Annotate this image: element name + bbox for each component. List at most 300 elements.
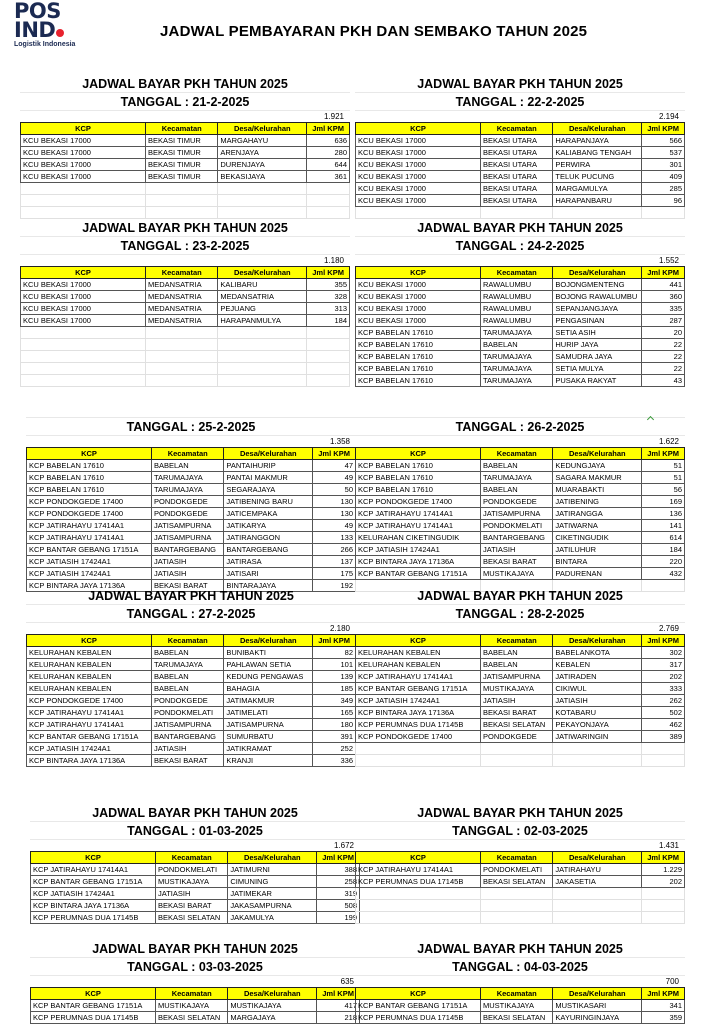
- table-cell: PAHLAWAN SETIA: [224, 659, 313, 671]
- logo-text-ind: IND: [14, 18, 56, 42]
- table-row: [356, 864, 685, 876]
- total-kpm: 1.431: [658, 841, 679, 850]
- table-cell: KCP JATIASIH 17424A1: [27, 568, 152, 580]
- table-cell: 51: [642, 472, 685, 484]
- table-row: [27, 460, 356, 472]
- table-cell: CIKIWUL: [553, 683, 642, 695]
- table-cell: 319: [317, 888, 360, 900]
- table-cell: 359: [642, 1012, 685, 1024]
- table-cell: JATISAMPURNA: [481, 508, 553, 520]
- table-cell: KCU BEKASI 17000: [21, 291, 146, 303]
- column-header: Desa/Kelurahan: [553, 448, 642, 460]
- table-cell: KCP BANTAR GEBANG 17151A: [356, 683, 481, 695]
- table-cell: 266: [313, 544, 356, 556]
- table-cell: BEKASI SELATAN: [481, 1012, 553, 1024]
- table-cell: 361: [307, 171, 350, 183]
- table-cell: JATIMURNI: [228, 864, 317, 876]
- table-cell: 96: [642, 195, 685, 207]
- table-cell: SEPANJANGJAYA: [553, 303, 642, 315]
- column-header: Kecamatan: [481, 852, 553, 864]
- table-cell: 185: [313, 683, 356, 695]
- table-cell: JATIMEKAR: [228, 888, 317, 900]
- column-header: Kecamatan: [146, 267, 218, 279]
- table-cell: PANTAI MAKMUR: [224, 472, 313, 484]
- schedule-heading-blank: [355, 402, 685, 418]
- table-cell: 537: [642, 147, 685, 159]
- column-header: Kecamatan: [156, 988, 228, 1000]
- table-row: [356, 508, 685, 520]
- table-cell: MARGAMULYA: [553, 183, 642, 195]
- table-cell: KCP PONDOKGEDE 17400: [356, 496, 481, 508]
- table-cell: JATISARI: [224, 568, 313, 580]
- column-header: Kecamatan: [481, 988, 553, 1000]
- schedule-table: [30, 987, 360, 1024]
- empty-row: [356, 755, 685, 767]
- table-cell: KCU BEKASI 17000: [21, 279, 146, 291]
- table-cell: KCP BANTAR GEBANG 17151A: [27, 544, 152, 556]
- table-cell: BEKASI SELATAN: [481, 876, 553, 888]
- table-cell: BEKASI SELATAN: [156, 912, 228, 924]
- table-cell: KCP BABELAN 17610: [356, 472, 481, 484]
- table-cell: 202: [642, 876, 685, 888]
- table-cell: 417: [317, 1000, 360, 1012]
- table-row: [27, 568, 356, 580]
- column-header: KCP: [356, 852, 481, 864]
- table-cell: KELURAHAN KEBALEN: [27, 659, 152, 671]
- table-cell: 349: [313, 695, 356, 707]
- schedule-block: [355, 804, 685, 924]
- table-cell: JATISAMPURNA: [152, 520, 224, 532]
- table-row: [356, 159, 685, 171]
- empty-row: [21, 327, 350, 339]
- table-cell: 184: [642, 544, 685, 556]
- total-kpm: 2.180: [329, 624, 350, 633]
- schedule-heading: JADWAL BAYAR PKH TAHUN 2025: [355, 940, 685, 958]
- table-cell: JATISAMPURNA: [152, 532, 224, 544]
- total-kpm: 1.552: [658, 256, 679, 265]
- schedule-table: [355, 987, 685, 1024]
- column-header: KCP: [21, 267, 146, 279]
- empty-row: [21, 195, 350, 207]
- table-cell: JAKAMULYA: [228, 912, 317, 924]
- empty-row: [356, 888, 685, 900]
- table-cell: KCP PONDOKGEDE 17400: [27, 508, 152, 520]
- table-cell: KELURAHAN KEBALEN: [27, 671, 152, 683]
- schedule-table: [355, 122, 685, 219]
- table-cell: 51: [642, 460, 685, 472]
- table-row: [356, 363, 685, 375]
- table-cell: 22: [642, 339, 685, 351]
- table-row: [27, 671, 356, 683]
- table-cell: 360: [642, 291, 685, 303]
- table-cell: BOJONG RAWALUMBU: [553, 291, 642, 303]
- table-row: [356, 135, 685, 147]
- column-header: Jml KPM: [317, 852, 360, 864]
- column-header: KCP: [21, 123, 146, 135]
- table-cell: BABELAN: [152, 683, 224, 695]
- table-row: [356, 731, 685, 743]
- table-cell: 317: [642, 659, 685, 671]
- schedule-date: TANGGAL : 23-2-2025: [20, 237, 350, 255]
- table-cell: KCU BEKASI 17000: [21, 171, 146, 183]
- table-cell: 22: [642, 363, 685, 375]
- table-cell: JATIBENING BARU: [224, 496, 313, 508]
- table-row: [356, 327, 685, 339]
- table-cell: KCU BEKASI 17000: [356, 135, 481, 147]
- table-row: [21, 291, 350, 303]
- table-row: [27, 532, 356, 544]
- table-row: [356, 876, 685, 888]
- table-cell: KCU BEKASI 17000: [356, 195, 481, 207]
- table-cell: KCP PONDOKGEDE 17400: [27, 695, 152, 707]
- table-cell: KEDUNGJAYA: [553, 460, 642, 472]
- column-header: Jml KPM: [307, 267, 350, 279]
- table-cell: KCP PERUMNAS DUA 17145B: [31, 1012, 156, 1024]
- column-header: Jml KPM: [307, 123, 350, 135]
- table-cell: 280: [307, 147, 350, 159]
- table-cell: JATICEMPAKA: [224, 508, 313, 520]
- schedule-table: [26, 447, 356, 592]
- table-cell: 389: [642, 731, 685, 743]
- column-header: Desa/Kelurahan: [228, 988, 317, 1000]
- table-cell: KCP JATIRAHAYU 17414A1: [27, 520, 152, 532]
- logo-text-pos: POS: [14, 0, 61, 23]
- table-cell: BABELAN: [152, 647, 224, 659]
- table-cell: JATIKRAMAT: [224, 743, 313, 755]
- table-cell: 133: [313, 532, 356, 544]
- empty-row: [356, 912, 685, 924]
- table-cell: MEDANSATRIA: [146, 291, 218, 303]
- schedule-date: TANGGAL : 27-2-2025: [26, 605, 356, 623]
- table-row: [356, 1012, 685, 1024]
- table-cell: 462: [642, 719, 685, 731]
- table-cell: BEKASI SELATAN: [156, 1012, 228, 1024]
- table-cell: 192: [313, 580, 356, 592]
- table-cell: PONDOKGEDE: [481, 496, 553, 508]
- table-cell: SAGARA MAKMUR: [553, 472, 642, 484]
- column-header: Desa/Kelurahan: [553, 635, 642, 647]
- schedule-block: [30, 804, 360, 924]
- table-cell: KCU BEKASI 17000: [356, 315, 481, 327]
- table-cell: 184: [307, 315, 350, 327]
- table-cell: SETIA MULYA: [553, 363, 642, 375]
- table-cell: KRANJI: [224, 755, 313, 767]
- table-row: [27, 508, 356, 520]
- table-row: [31, 900, 360, 912]
- column-header: Desa/Kelurahan: [224, 635, 313, 647]
- column-header: Desa/Kelurahan: [218, 123, 307, 135]
- logo-tagline: Logistik Indonesia: [14, 41, 76, 48]
- table-cell: JATIWARINGIN: [553, 731, 642, 743]
- table-cell: 388: [317, 864, 360, 876]
- column-header: Kecamatan: [481, 448, 553, 460]
- table-cell: HARAPANMULYA: [218, 315, 307, 327]
- table-cell: KCU BEKASI 17000: [356, 291, 481, 303]
- table-cell: KCP BABELAN 17610: [356, 375, 481, 387]
- table-cell: RAWALUMBU: [481, 291, 553, 303]
- table-cell: KCU BEKASI 17000: [21, 315, 146, 327]
- table-cell: 252: [313, 743, 356, 755]
- table-cell: 409: [642, 171, 685, 183]
- table-cell: JATIBENING: [553, 496, 642, 508]
- table-cell: BEKASI BARAT: [156, 900, 228, 912]
- table-cell: 130: [313, 508, 356, 520]
- table-row: [356, 339, 685, 351]
- table-cell: KEBALEN: [553, 659, 642, 671]
- table-cell: JATIMELATI: [224, 707, 313, 719]
- table-cell: BABELAN: [481, 460, 553, 472]
- column-header: KCP: [27, 635, 152, 647]
- table-row: [356, 659, 685, 671]
- table-cell: BOJONGMENTENG: [553, 279, 642, 291]
- table-cell: 139: [313, 671, 356, 683]
- table-row: [356, 496, 685, 508]
- column-header: KCP: [31, 852, 156, 864]
- table-cell: KOTABARU: [553, 707, 642, 719]
- table-row: [356, 472, 685, 484]
- total-kpm: 700: [665, 977, 679, 986]
- column-header: KCP: [27, 448, 152, 460]
- table-cell: TARUMAJAYA: [152, 484, 224, 496]
- table-cell: KCP BABELAN 17610: [356, 460, 481, 472]
- table-cell: BEKASI UTARA: [481, 147, 553, 159]
- table-cell: KCP BINTARA JAYA 17136A: [27, 755, 152, 767]
- schedule-heading: JADWAL BAYAR PKH TAHUN 2025: [20, 75, 350, 93]
- schedule-date: TANGGAL : 03-03-2025: [30, 958, 360, 976]
- total-kpm: 635: [340, 977, 354, 986]
- table-cell: JATIWARNA: [553, 520, 642, 532]
- table-cell: 432: [642, 568, 685, 580]
- table-cell: BABELANKOTA: [553, 647, 642, 659]
- schedule-block: [26, 587, 356, 767]
- table-cell: KCU BEKASI 17000: [21, 303, 146, 315]
- table-cell: BEKASI UTARA: [481, 135, 553, 147]
- table-row: [21, 147, 350, 159]
- table-cell: SETIA ASIH: [553, 327, 642, 339]
- table-cell: 441: [642, 279, 685, 291]
- table-cell: PENGASINAN: [553, 315, 642, 327]
- table-cell: BANTARGEBANG: [481, 532, 553, 544]
- table-cell: MUSTIKAJAYA: [481, 568, 553, 580]
- table-cell: KELURAHAN CIKETINGUDIK: [356, 532, 481, 544]
- table-cell: KCP BANTAR GEBANG 17151A: [27, 731, 152, 743]
- table-cell: KALIBARU: [218, 279, 307, 291]
- table-cell: 130: [313, 496, 356, 508]
- table-cell: 341: [642, 1000, 685, 1012]
- table-row: [356, 303, 685, 315]
- table-cell: BEKASI UTARA: [481, 159, 553, 171]
- table-cell: JATIKARYA: [224, 520, 313, 532]
- table-cell: BAHAGIA: [224, 683, 313, 695]
- table-cell: BANTARGEBANG: [152, 731, 224, 743]
- table-row: [356, 520, 685, 532]
- table-row: [27, 484, 356, 496]
- table-cell: PUSAKA RAKYAT: [553, 375, 642, 387]
- table-cell: KCP JATIRAHAYU 17414A1: [27, 719, 152, 731]
- table-cell: 287: [642, 315, 685, 327]
- table-cell: KCP PERUMNAS DUA 17145B: [356, 719, 481, 731]
- table-cell: KCP JATIASIH 17424A1: [27, 556, 152, 568]
- total-kpm: 2.194: [658, 112, 679, 121]
- table-cell: 614: [642, 532, 685, 544]
- table-cell: 313: [307, 303, 350, 315]
- total-kpm: 1.672: [333, 841, 354, 850]
- table-cell: KCP JATIRAHAYU 17414A1: [356, 671, 481, 683]
- table-cell: PONDOKGEDE: [152, 695, 224, 707]
- table-cell: KCP PERUMNAS DUA 17145B: [31, 912, 156, 924]
- table-cell: BEKASI TIMUR: [146, 171, 218, 183]
- table-row: [31, 864, 360, 876]
- schedule-heading-blank: [26, 402, 356, 418]
- table-cell: KCP JATIRAHAYU 17414A1: [27, 532, 152, 544]
- schedule-date: TANGGAL : 24-2-2025: [355, 237, 685, 255]
- column-header: Jml KPM: [313, 635, 356, 647]
- table-row: [356, 291, 685, 303]
- table-cell: 335: [642, 303, 685, 315]
- table-cell: 165: [313, 707, 356, 719]
- table-cell: TARUMAJAYA: [481, 472, 553, 484]
- table-cell: 82: [313, 647, 356, 659]
- table-row: [356, 484, 685, 496]
- table-cell: 333: [642, 683, 685, 695]
- table-row: [27, 755, 356, 767]
- table-cell: KCP PONDOKGEDE 17400: [27, 496, 152, 508]
- table-cell: 1.229: [642, 864, 685, 876]
- column-header: Desa/Kelurahan: [553, 123, 642, 135]
- column-header: KCP: [356, 448, 481, 460]
- column-header: Jml KPM: [317, 988, 360, 1000]
- table-cell: TARUMAJAYA: [481, 375, 553, 387]
- schedule-heading: JADWAL BAYAR PKH TAHUN 2025: [355, 804, 685, 822]
- table-cell: BEKASI UTARA: [481, 171, 553, 183]
- table-cell: BEKASI SELATAN: [481, 719, 553, 731]
- schedule-date: TANGGAL : 04-03-2025: [355, 958, 685, 976]
- table-cell: KCP BABELAN 17610: [356, 351, 481, 363]
- table-cell: BEKASI TIMUR: [146, 135, 218, 147]
- column-header: Desa/Kelurahan: [553, 267, 642, 279]
- table-cell: BEKASI UTARA: [481, 195, 553, 207]
- table-row: [356, 195, 685, 207]
- table-cell: CIMUNING: [228, 876, 317, 888]
- table-cell: KCU BEKASI 17000: [356, 159, 481, 171]
- table-cell: BUNIBAKTI: [224, 647, 313, 659]
- table-cell: JATIASIH: [152, 743, 224, 755]
- table-cell: KCU BEKASI 17000: [356, 279, 481, 291]
- table-cell: TARUMAJAYA: [481, 351, 553, 363]
- column-header: Desa/Kelurahan: [553, 852, 642, 864]
- table-cell: MUSTIKAJAYA: [228, 1000, 317, 1012]
- table-cell: DURENJAYA: [218, 159, 307, 171]
- table-cell: 262: [642, 695, 685, 707]
- table-cell: KCU BEKASI 17000: [356, 171, 481, 183]
- table-cell: MUSTIKAJAYA: [481, 683, 553, 695]
- empty-row: [356, 207, 685, 219]
- schedule-block: [30, 940, 360, 1024]
- table-cell: KCP JATIRAHAYU 17414A1: [31, 864, 156, 876]
- table-row: [27, 647, 356, 659]
- table-cell: 355: [307, 279, 350, 291]
- table-cell: KCP PONDOKGEDE 17400: [356, 731, 481, 743]
- table-row: [27, 695, 356, 707]
- table-cell: 47: [313, 460, 356, 472]
- table-cell: KEDUNG PENGAWAS: [224, 671, 313, 683]
- table-cell: BEKASI BARAT: [152, 755, 224, 767]
- table-cell: KCP JATIRAHAYU 17414A1: [356, 520, 481, 532]
- table-row: [356, 315, 685, 327]
- table-cell: PONDOKGEDE: [152, 508, 224, 520]
- column-header: Desa/Kelurahan: [224, 448, 313, 460]
- table-cell: BABELAN: [481, 484, 553, 496]
- schedule-date: TANGGAL : 22-2-2025: [355, 93, 685, 111]
- table-cell: 336: [313, 755, 356, 767]
- column-header: Jml KPM: [642, 123, 685, 135]
- table-cell: KELURAHAN KEBALEN: [356, 647, 481, 659]
- table-cell: 141: [642, 520, 685, 532]
- table-row: [27, 719, 356, 731]
- table-row: [27, 731, 356, 743]
- table-cell: 566: [642, 135, 685, 147]
- table-cell: TELUK PUCUNG: [553, 171, 642, 183]
- table-row: [356, 707, 685, 719]
- table-cell: JATISAMPURNA: [481, 671, 553, 683]
- table-cell: MARGAJAYA: [228, 1012, 317, 1024]
- page-title: JADWAL PEMBAYARAN PKH DAN SEMBAKO TAHUN 2025: [160, 23, 588, 40]
- table-cell: KCP JATIRAHAYU 17414A1: [356, 864, 481, 876]
- schedule-date: TANGGAL : 01-03-2025: [30, 822, 360, 840]
- column-header: Jml KPM: [642, 267, 685, 279]
- table-cell: KELURAHAN KEBALEN: [27, 647, 152, 659]
- table-cell: BINTARA: [553, 556, 642, 568]
- column-header: Kecamatan: [156, 852, 228, 864]
- empty-row: [21, 183, 350, 195]
- table-cell: KCP JATIASIH 17424A1: [27, 743, 152, 755]
- table-row: [356, 147, 685, 159]
- schedule-block: [355, 940, 685, 1024]
- table-cell: KCP BINTARA JAYA 17136A: [356, 556, 481, 568]
- column-header: KCP: [356, 635, 481, 647]
- table-cell: KCU BEKASI 17000: [21, 135, 146, 147]
- column-header: Desa/Kelurahan: [228, 852, 317, 864]
- table-cell: KCU BEKASI 17000: [356, 147, 481, 159]
- total-kpm: 1.921: [323, 112, 344, 121]
- table-cell: BANTARGEBANG: [152, 544, 224, 556]
- table-row: [356, 556, 685, 568]
- table-cell: 50: [313, 484, 356, 496]
- table-cell: KCP BABELAN 17610: [356, 363, 481, 375]
- table-cell: JATIRASA: [224, 556, 313, 568]
- table-cell: BEKASI BARAT: [481, 707, 553, 719]
- table-cell: JATIRADEN: [553, 671, 642, 683]
- column-header: KCP: [356, 267, 481, 279]
- table-row: [356, 1000, 685, 1012]
- schedule-table: [355, 851, 685, 924]
- table-cell: MEDANSATRIA: [146, 303, 218, 315]
- schedule-block: [355, 75, 685, 219]
- table-cell: KALIABANG TENGAH: [553, 147, 642, 159]
- table-cell: HARAPANBARU: [553, 195, 642, 207]
- table-cell: MUSTIKAJAYA: [156, 876, 228, 888]
- table-row: [27, 683, 356, 695]
- table-row: [21, 159, 350, 171]
- logo-red-dot-icon: [56, 29, 64, 37]
- table-row: [356, 683, 685, 695]
- table-cell: BABELAN: [152, 671, 224, 683]
- table-cell: ARENJAYA: [218, 147, 307, 159]
- total-kpm: 1.358: [329, 437, 350, 446]
- table-cell: CIKETINGUDIK: [553, 532, 642, 544]
- table-cell: KELURAHAN KEBALEN: [27, 683, 152, 695]
- schedule-date: TANGGAL : 28-2-2025: [355, 605, 685, 623]
